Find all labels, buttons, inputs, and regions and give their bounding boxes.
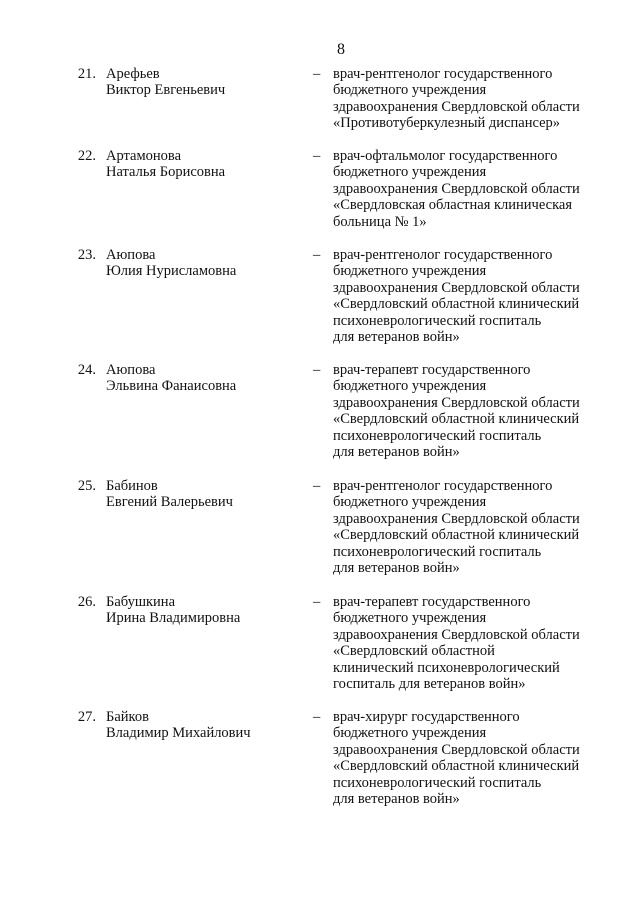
person-name (106, 148, 225, 181)
surname: Арефьев (106, 66, 160, 82)
entry-number: 26. (77, 594, 96, 610)
entry-number: 23. (77, 247, 96, 263)
description-line: психоневрологический госпиталь (333, 543, 542, 560)
description-line: бюджетного учреждения (333, 725, 487, 742)
entry-number: 24. (77, 362, 96, 378)
description-line: здравоохранения Свердловской области (333, 98, 580, 115)
description-line: госпиталь для ветеранов войн» (333, 676, 526, 693)
dash-separator: – (313, 66, 321, 82)
entry-number: 21. (77, 66, 96, 82)
description-line: бюджетного учреждения (333, 494, 487, 511)
position-description (333, 66, 580, 132)
description-line: здравоохранения Свердловской области (333, 510, 580, 527)
person-name (106, 247, 236, 280)
description-line: врач-терапевт государственного (333, 362, 531, 378)
description-line: психоневрологический госпиталь (333, 427, 542, 444)
description-line: врач-рентгенолог государственного (333, 247, 553, 263)
description-line: «Свердловская областная клиническая (333, 197, 573, 214)
description-line: «Свердловский областной клинический (333, 296, 580, 313)
description-line: «Противотуберкулезный диспансер» (333, 115, 561, 132)
description-line: бюджетного учреждения (333, 164, 487, 181)
given-names: Наталья Борисовна (106, 164, 226, 181)
surname: Байков (106, 709, 149, 725)
surname: Бабушкина (106, 594, 176, 610)
given-names: Владимир Михайлович (106, 725, 251, 742)
dash-separator: – (313, 148, 321, 164)
description-line: здравоохранения Свердловской области (333, 394, 580, 411)
given-names: Виктор Евгеньевич (106, 82, 226, 99)
description-line: врач-рентгенолог государственного (333, 478, 553, 494)
surname: Аюпова (106, 247, 156, 263)
given-names: Эльвина Фанаисовна (106, 378, 237, 395)
description-line: «Свердловский областной клинический (333, 527, 580, 544)
description-line: здравоохранения Свердловской области (333, 279, 580, 296)
description-line: для ветеранов войн» (333, 444, 460, 461)
dash-separator: – (313, 594, 321, 610)
description-line: для ветеранов войн» (333, 329, 460, 346)
description-line: врач-хирург государственного (333, 709, 520, 725)
dash-separator: – (313, 478, 321, 494)
given-names: Евгений Валерьевич (106, 494, 233, 511)
page-number: 8 (337, 41, 345, 58)
description-line: бюджетного учреждения (333, 378, 487, 395)
description-line: «Свердловский областной (333, 643, 495, 660)
surname: Артамонова (106, 148, 182, 164)
description-line: психоневрологический госпиталь (333, 312, 542, 329)
person-name (106, 478, 233, 511)
entry-number: 25. (77, 478, 96, 494)
description-line: «Свердловский областной клинический (333, 758, 580, 775)
dash-separator: – (313, 362, 321, 378)
person-name (106, 362, 236, 395)
dash-separator: – (313, 709, 321, 725)
person-name (106, 594, 240, 627)
position-description (333, 594, 580, 692)
description-line: психоневрологический госпиталь (333, 774, 542, 791)
given-names: Ирина Владимировна (106, 610, 241, 627)
description-line: бюджетного учреждения (333, 82, 487, 99)
description-line: больница № 1» (333, 213, 427, 230)
description-line: «Свердловский областной клинический (333, 411, 580, 428)
entry-number: 22. (77, 148, 96, 164)
description-line: для ветеранов войн» (333, 560, 460, 577)
description-line: для ветеранов войн» (333, 791, 460, 808)
description-line: здравоохранения Свердловской области (333, 626, 580, 643)
description-line: врач-терапевт государственного (333, 594, 531, 610)
surname: Бабинов (106, 478, 158, 494)
description-line: здравоохранения Свердловской области (333, 741, 580, 758)
surname: Аюпова (106, 362, 156, 378)
person-name (106, 709, 251, 742)
description-line: врач-офтальмолог государственного (333, 148, 558, 164)
person-name (106, 66, 225, 99)
given-names: Юлия Нурисламовна (106, 263, 237, 280)
description-line: бюджетного учреждения (333, 263, 487, 280)
position-description (333, 362, 580, 460)
dash-separator: – (313, 247, 321, 263)
position-description (333, 478, 580, 576)
description-line: врач-рентгенолог государственного (333, 66, 553, 82)
position-description (333, 709, 580, 807)
position-description (333, 247, 580, 345)
position-description (333, 148, 580, 230)
entry-number: 27. (77, 709, 96, 725)
description-line: клинический психоневрологический (333, 659, 560, 676)
description-line: здравоохранения Свердловской области (333, 180, 580, 197)
description-line: бюджетного учреждения (333, 610, 487, 627)
